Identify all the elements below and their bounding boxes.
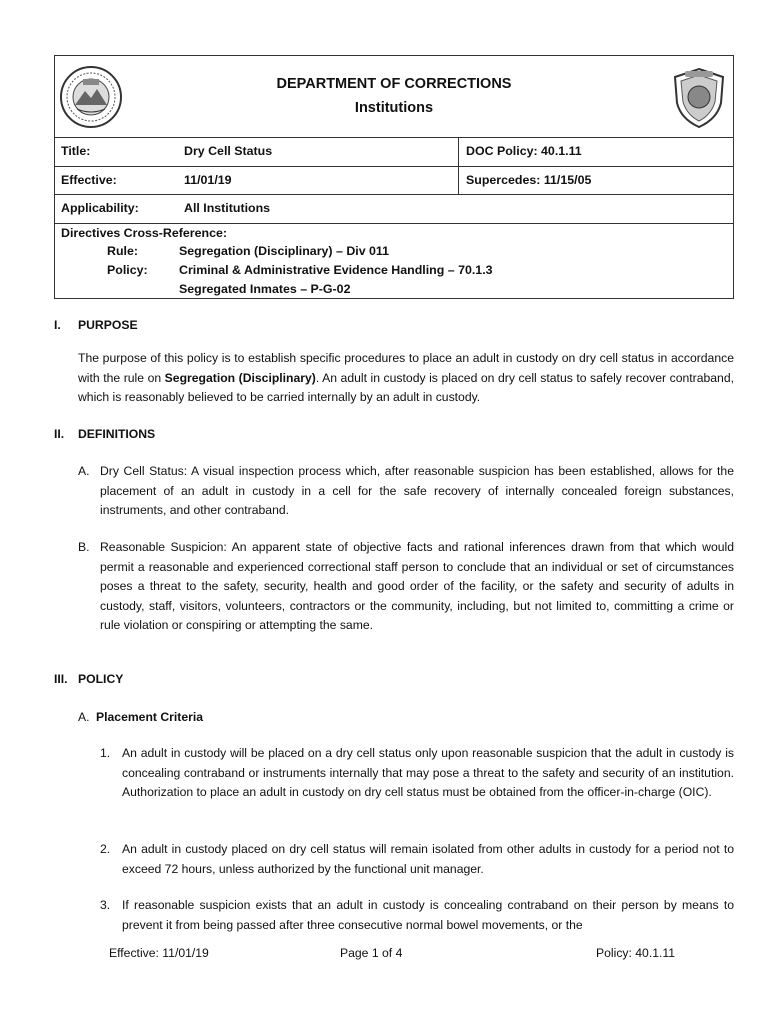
policy-label: Policy: [107, 263, 148, 277]
corrections-badge-icon [667, 65, 731, 129]
rule-label: Rule: [107, 244, 138, 258]
purpose-text: . An adult in custody is placed on dry cell status to safely recover contraband, which is reasonably believed to be carried internally by an adult in custody. [78, 370, 734, 404]
policy-value-1: Criminal & Administrative Evidence Handling – 70.1.3 [179, 263, 493, 277]
divider [55, 137, 733, 138]
department-subtitle: Institutions [354, 100, 434, 116]
list-marker: A. [78, 464, 90, 478]
section-number: I. [54, 318, 61, 332]
footer-effective: Effective: 11/01/19 [109, 946, 209, 960]
list-marker: A. [78, 710, 90, 724]
applicability-value: All Institutions [184, 201, 271, 215]
divider [55, 166, 733, 167]
list-marker: 3. [100, 898, 111, 912]
definition-reasonable-suspicion: Reasonable Suspicion: An apparent state of objective facts and rational inferences drawn from that which would permit a reasonable and experienced correctional staff person to conclude that an individual or set of circumstances poses a threat to the safety, security, health and good order of the facility, or the safety and security of adults in custody, staff, visitors, volunteers, contractors or the community, including, but not limited to, committing a crime or rule violation or conspiring or attempting the same. [100, 540, 734, 632]
subsection-heading: Placement Criteria [96, 710, 204, 724]
policy-value-2: Segregated Inmates – P-G-02 [179, 282, 351, 296]
doc-policy: DOC Policy: 40.1.11 [466, 144, 582, 158]
policy-item: If reasonable suspicion exists that an adult in custody is concealing contraband on their person by means to prevent it from being passed after three consecutive normal bowel movements, or the [122, 898, 734, 932]
divider [55, 223, 733, 224]
department-title: DEPARTMENT OF CORRECTIONS [276, 76, 512, 92]
applicability-label: Applicability: [61, 201, 139, 215]
list-marker: 2. [100, 842, 111, 856]
purpose-paragraph [78, 349, 734, 408]
column-divider [458, 137, 459, 194]
section-heading: POLICY [78, 672, 124, 686]
footer-policy: Policy: 40.1.11 [596, 946, 676, 960]
header-box [54, 55, 734, 299]
section-number: III. [54, 672, 68, 686]
section-heading: PURPOSE [78, 318, 138, 332]
definition-dry-cell: Dry Cell Status: A visual inspection process which, after reasonable suspicion has been established, allows for the placement of an adult in custody in a cell for the safe recovery of internally concealed foreign substances, instruments, and other contraband. [100, 464, 734, 517]
section-number: II. [54, 427, 65, 441]
title-label: Title: [61, 144, 91, 158]
supercedes: Supercedes: 11/15/05 [466, 173, 592, 187]
effective-value: 11/01/19 [184, 173, 232, 187]
purpose-text: The purpose of this policy is to establish specific procedures to place an adult in custody on dry cell status in accordance with the rule on [78, 351, 734, 385]
policy-item: An adult in custody placed on dry cell status will remain isolated from other adults in custody for a period not to exceed 72 hours, unless authorized by the functional unit manager. [122, 842, 734, 876]
divider [55, 194, 733, 195]
list-marker: 1. [100, 746, 111, 760]
list-marker: B. [78, 540, 90, 554]
footer-page-number: Page 1 of 4 [340, 946, 403, 960]
effective-label: Effective: [61, 173, 117, 187]
policy-item: An adult in custody will be placed on a dry cell status only upon reasonable suspicion that the adult in custody is concealing contraband or instruments internally that may pose a threat to the safety and security of an institution. Authorization to place an adult in custody on dry cell status must be obtained from the officer-in-charge (OIC). [122, 746, 734, 799]
crossref-label: Directives Cross-Reference: [61, 226, 227, 240]
title-value: Dry Cell Status [184, 144, 273, 158]
purpose-rule-reference: Segregation (Disciplinary) [164, 370, 316, 385]
oregon-state-seal-icon [59, 65, 123, 129]
section-heading: DEFINITIONS [78, 427, 156, 441]
rule-value: Segregation (Disciplinary) – Div 011 [179, 244, 390, 258]
